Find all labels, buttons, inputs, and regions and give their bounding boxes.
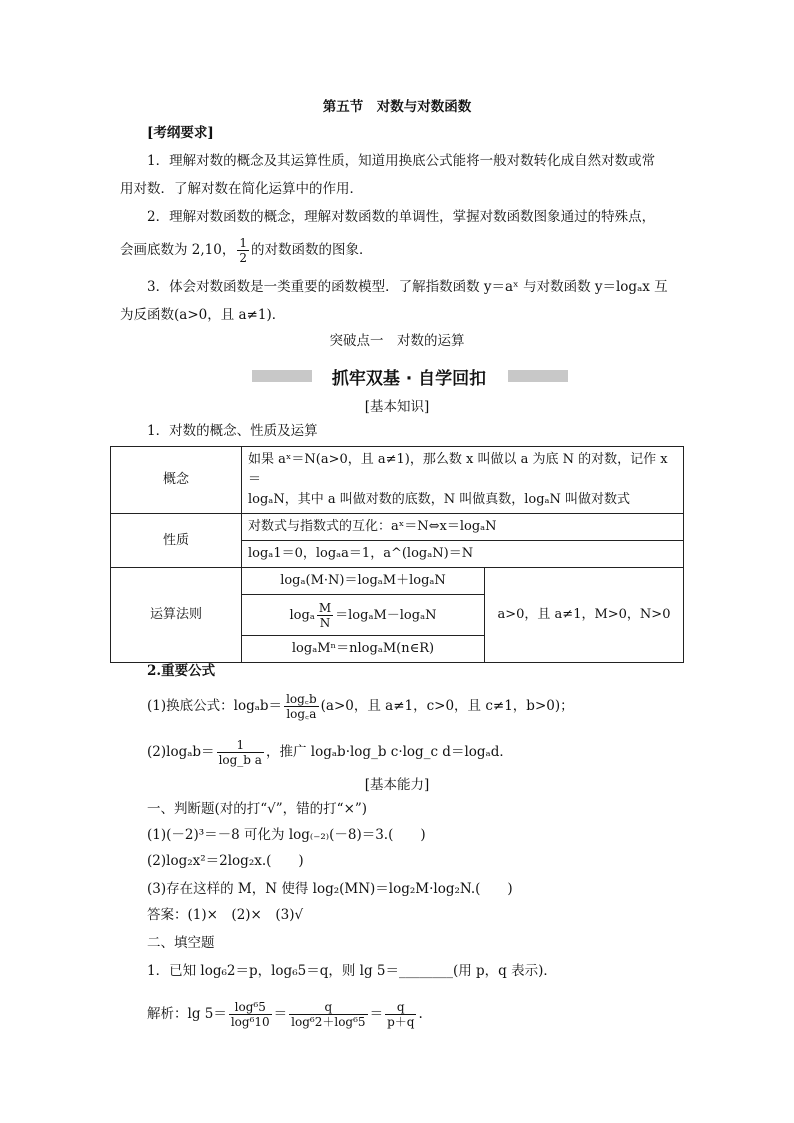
- concept-head: 概念: [111, 447, 242, 514]
- concept-line1: 如果 aˣ＝N(a>0，且 a≠1)，那么数 x 叫做以 a 为底 N 的对数，记作 x＝: [248, 452, 668, 487]
- fraction-numerator: 1: [217, 738, 264, 753]
- fraction-denominator: p＋q: [387, 1015, 415, 1029]
- fraction-denominator: log_b a: [218, 753, 262, 767]
- rule2-prefix: logₐ: [289, 607, 315, 623]
- formula-2: [147, 738, 513, 767]
- solution-line: [147, 1000, 423, 1029]
- exam-req-item2-line2: [120, 236, 373, 265]
- solution-fraction-1: [229, 1000, 272, 1029]
- rule-cell-1: logₐ(M·N)＝logₐM＋logₐN: [242, 568, 485, 595]
- fraction-denominator: log⁶2＋log⁶5: [291, 1015, 366, 1029]
- fraction-numerator: log⁶5: [229, 1000, 272, 1015]
- formula1-suffix: (a>0，且 a≠1，c>0，且 c≠1，b>0)；: [320, 698, 574, 714]
- concept-cell: [242, 447, 684, 514]
- solution-equals-1: ＝: [273, 1006, 288, 1022]
- fraction-change-of-base: [284, 692, 319, 721]
- judge-title: 一、判断题(对的打“√”，错的打“×”): [147, 801, 368, 817]
- basic-knowledge-heading: [基本知识]: [364, 399, 430, 415]
- formula-title: 2.重要公式: [147, 663, 216, 679]
- exam-req-item2-line1: 2．理解对数函数的概念，理解对数函数的单调性，掌握对数函数图象通过的特殊点，: [147, 209, 656, 225]
- rule-cell-2: [242, 595, 485, 636]
- rules-head: 运算法则: [111, 568, 242, 663]
- exam-req-item3-line2: 为反函数(a>0，且 a≠1)．: [120, 307, 286, 323]
- fill-title: 二、填空题: [147, 935, 215, 951]
- fraction-numerator: log꜀b: [286, 692, 317, 706]
- exam-req-heading: [考纲要求]: [147, 125, 214, 141]
- banner-right-bar: [508, 370, 568, 382]
- fraction-denominator: log⁶10: [230, 1015, 270, 1029]
- formula1-prefix: (1)换底公式：logₐb＝: [147, 698, 283, 714]
- exam-req-item3-line1: 3．体会对数函数是一类重要的函数模型．了解指数函数 y＝aˣ 与对数函数 y＝logₐx 互: [147, 279, 668, 295]
- solution-fraction-2: [289, 1000, 367, 1029]
- fraction-numerator: q: [385, 1000, 416, 1015]
- basic-ability-heading: [基本能力]: [364, 777, 430, 793]
- fraction-denominator: log꜀a: [286, 707, 317, 721]
- solution-prefix: 解析：lg 5＝: [147, 1006, 227, 1022]
- formula2-suffix: ，推广 logₐb·log_b c·log_c d＝logₐd．: [265, 744, 513, 760]
- banner-left-bar: [252, 370, 312, 382]
- fraction-denominator: 2: [239, 251, 247, 265]
- condition-cell: a>0，且 a≠1，M>0，N>0: [485, 568, 684, 663]
- concept-line2: logₐN，其中 a 叫做对数的底数，N 叫做真数，logₐN 叫做对数式: [248, 492, 631, 507]
- table-row-rule-1: [111, 568, 684, 595]
- rule-cell-3: logₐMⁿ＝nlogₐM(n∈R): [242, 636, 485, 663]
- fraction-m-over-n: [317, 601, 333, 630]
- table-row-property-1: [111, 514, 684, 541]
- fraction-one-half: [237, 236, 249, 265]
- table-row-concept: [111, 447, 684, 514]
- fraction-numerator: 1: [239, 236, 247, 250]
- section-banner: [252, 366, 568, 389]
- solution-end: .: [418, 1006, 423, 1022]
- judge-answer: 答案：(1)× (2)× (3)√: [147, 907, 304, 923]
- property-cell-2: logₐ1＝0，logₐa＝1，a^(logₐN)＝N: [242, 541, 684, 568]
- item2-suffix: 的对数函数的图象．: [251, 242, 373, 258]
- item1-title: 1．对数的概念、性质及运算: [147, 423, 318, 439]
- exam-req-item1-line1: 1．理解对数的概念及其运算性质，知道用换底公式能将一般对数转化成自然对数或常: [147, 153, 656, 169]
- fill-item-1: 1．已知 log₆2＝p，log₆5＝q，则 lg 5＝________(用 p，q 表示)．: [147, 963, 557, 979]
- fraction-numerator: M: [318, 600, 332, 615]
- property-cell-1: 对数式与指数式的互化：aˣ＝N⇔x＝logₐN: [242, 514, 684, 541]
- fraction-numerator: q: [289, 1000, 367, 1015]
- exam-req-item1-line2: 用对数．了解对数在简化运算中的作用．: [120, 181, 363, 197]
- solution-fraction-3: [385, 1000, 416, 1029]
- formula-1: [147, 692, 574, 721]
- breakthrough-title: 突破点一 对数的运算: [329, 333, 465, 349]
- formula2-prefix: (2)logₐb＝: [147, 744, 215, 760]
- judge-item-3: (3)存在这样的 M，N 使得 log₂(MN)＝log₂M·log₂N.( ): [147, 881, 513, 897]
- fraction-denominator: N: [319, 615, 331, 630]
- judge-item-1: (1)(－2)³＝－8 可化为 log₍₋₂₎(－8)＝3.( ): [147, 827, 426, 843]
- item2-prefix: 会画底数为 2,10，: [120, 242, 236, 258]
- judge-item-2: (2)log₂x²＝2log₂x.( ): [147, 853, 304, 869]
- solution-equals-2: ＝: [369, 1006, 384, 1022]
- banner-text: 抓牢双基 · 自学回扣: [331, 369, 487, 389]
- fraction-reciprocal-log: [217, 738, 264, 767]
- section-title: 第五节 对数与对数函数: [322, 99, 472, 115]
- property-head: 性质: [111, 514, 242, 568]
- logarithm-table: [110, 446, 684, 663]
- rule2-suffix: ＝logₐM－logₐN: [335, 607, 437, 623]
